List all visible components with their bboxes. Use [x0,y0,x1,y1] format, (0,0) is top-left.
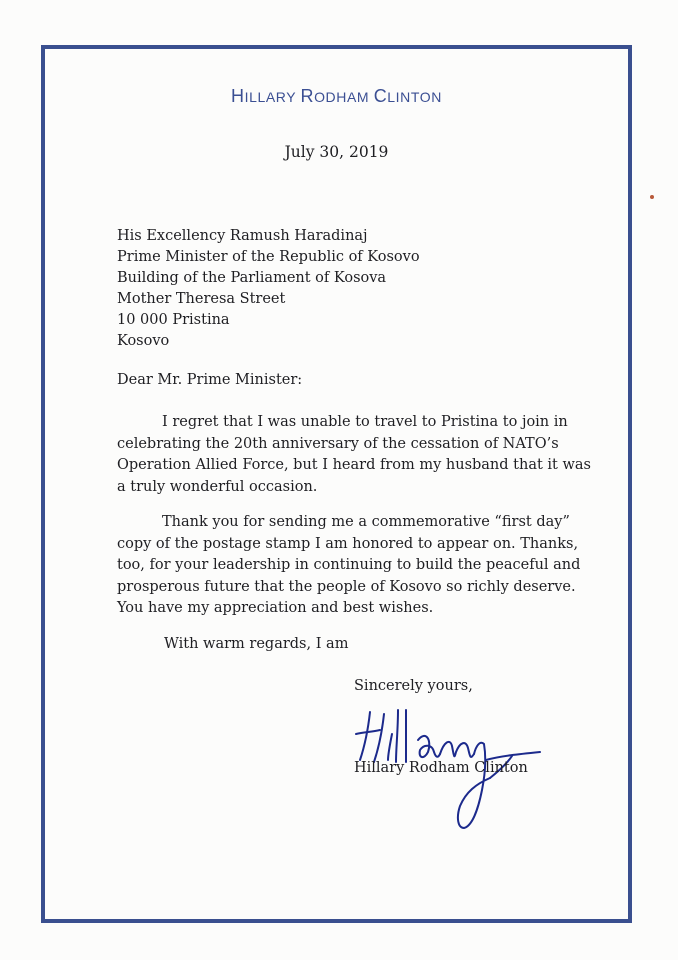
paragraph-line: celebrating the 20th anniversary of the cessation of NATO’s [117,435,559,452]
body-paragraph-1 [117,412,591,498]
address-line: 10 000 Pristina [117,312,230,328]
address-line: Building of the Parliament of Kosova [117,270,387,286]
paragraph-line: copy of the postage stamp I am honored to appear on. Thanks, [117,535,579,552]
address-line: Kosovo [117,333,170,349]
paragraph-line: Thank you for sending me a commemorative “first day” [162,514,570,530]
body-paragraph-2 [117,512,581,620]
typed-signature-name: Hillary Rodham Clinton [354,760,528,776]
paragraph-line: Operation Allied Force, but I heard from my husband that it was [117,457,591,473]
address-line: Prime Minister of the Republic of Kosovo [117,249,420,265]
warm-regards: With warm regards, I am [164,636,349,652]
paragraph-line: I regret that I was unable to travel to Pristina to join in [162,414,568,430]
paragraph-line: a truly wonderful occasion. [117,478,318,495]
letterhead [41,86,632,107]
closing: Sincerely yours, [354,678,473,694]
paragraph-line: You have my appreciation and best wishes. [117,600,434,616]
paragraph-line: prosperous future that the people of Kosovo so richly deserve. [117,578,576,595]
address-line: Mother Theresa Street [117,291,286,307]
letterhead-name: HILLARY RODHAM CLINTON [231,86,442,106]
salutation: Dear Mr. Prime Minister: [117,372,303,388]
paper-speck [650,195,654,199]
address-line: His Excellency Ramush Haradinaj [117,228,368,244]
paragraph-line: too, for your leadership in continuing to build the peaceful and [117,557,581,573]
letter-date: July 30, 2019 [284,143,389,161]
recipient-address [117,226,420,352]
